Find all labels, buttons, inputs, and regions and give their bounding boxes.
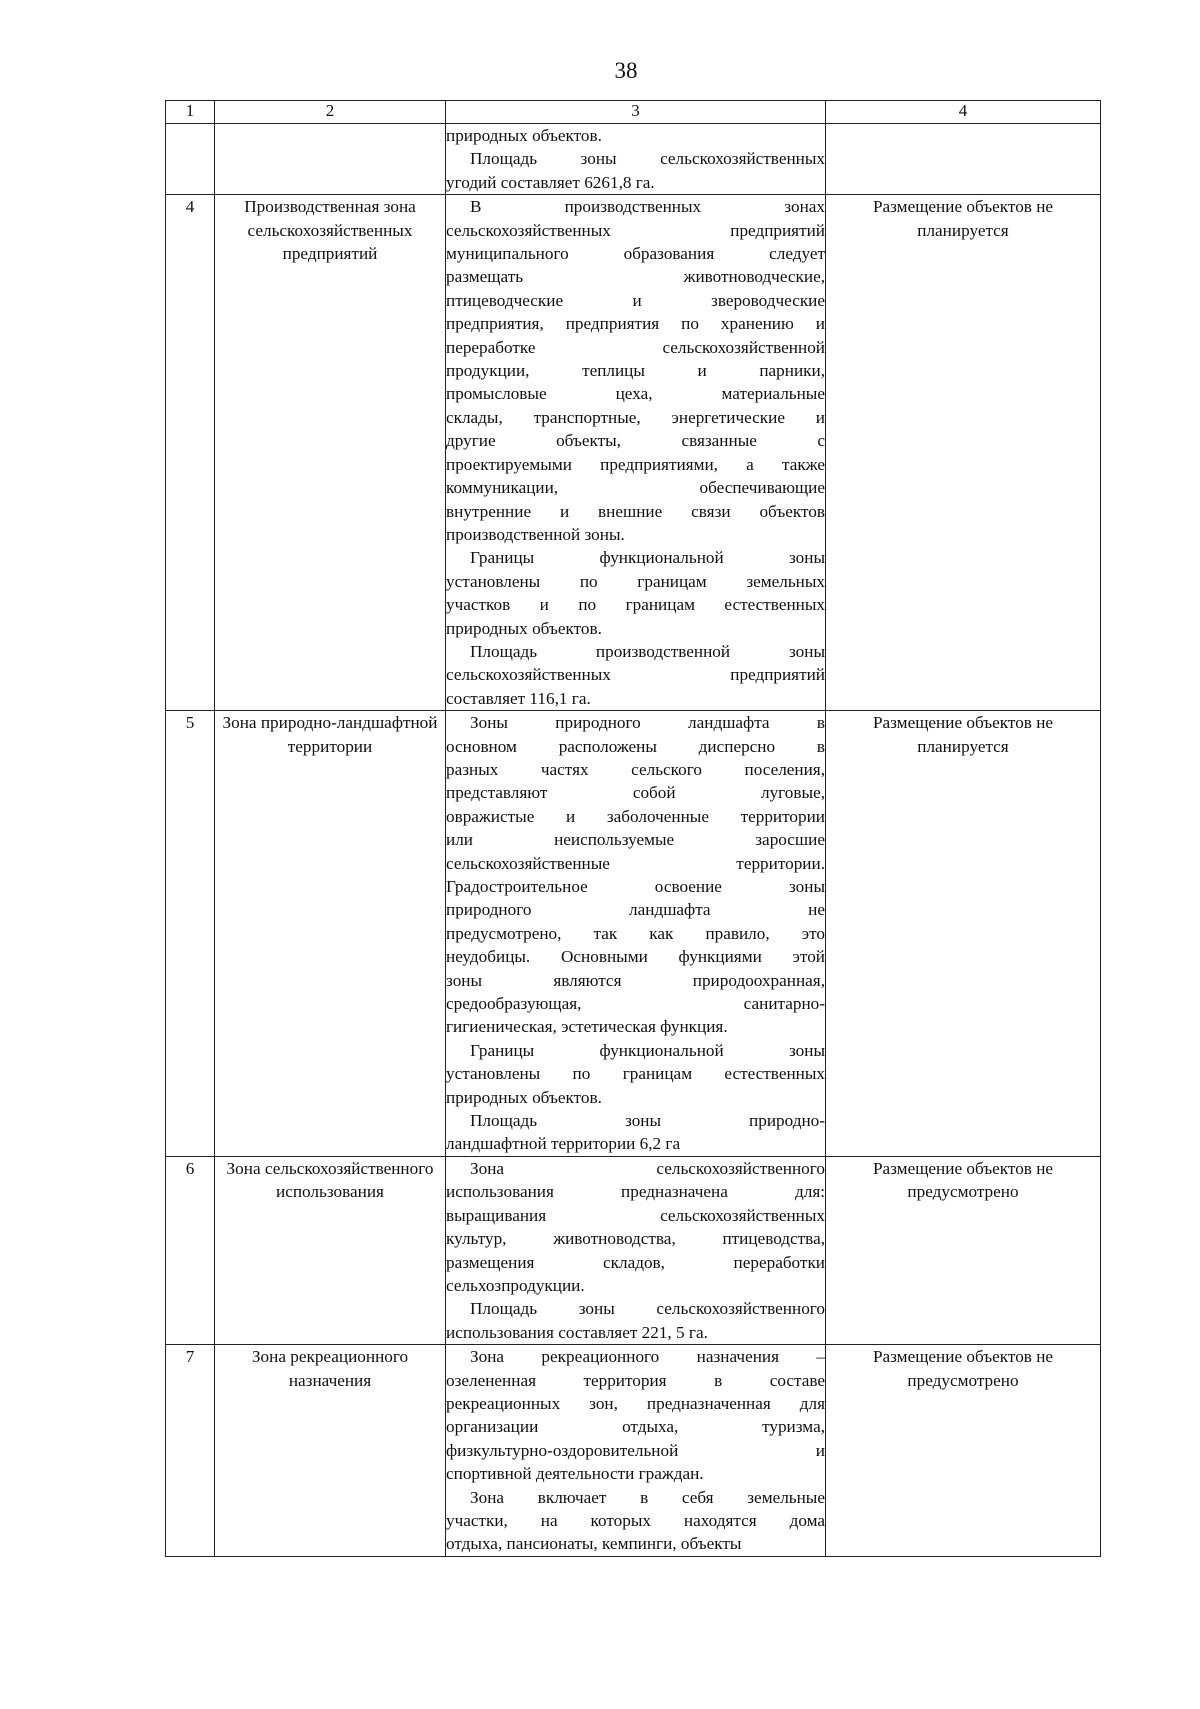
description-text: другие объекты, связанные с [446, 431, 825, 451]
description-line [446, 992, 825, 1015]
description-text: Зона рекреационного назначения – [470, 1347, 825, 1367]
description-line [446, 1015, 825, 1038]
zone-description [446, 1156, 826, 1344]
description-text: природных объектов. [446, 1087, 602, 1107]
description-text: природных объектов. [446, 618, 602, 638]
description-line [446, 1462, 825, 1485]
description-line [446, 898, 825, 921]
description-text: склады, транспортные, энергетические и [446, 407, 825, 427]
description-text: гигиеническая, эстетическая функция. [446, 1017, 728, 1037]
description-line [446, 1157, 825, 1180]
description-line [446, 1345, 825, 1368]
placement-plan: Размещение объектов не предусмотрено [826, 1345, 1101, 1557]
description-text: сельхозпродукции. [446, 1275, 585, 1295]
description-text: участков и по границам естественных [446, 595, 825, 615]
description-line [446, 1415, 825, 1438]
description-text: средообразующая, санитарно- [446, 994, 825, 1014]
description-line [446, 1274, 825, 1297]
description-line [446, 242, 825, 265]
description-text: размещения складов, переработки [446, 1252, 825, 1272]
description-text: установлены по границам земельных [446, 571, 825, 591]
description-line [446, 1180, 825, 1203]
page-number: 38 [614, 58, 638, 83]
description-line [446, 735, 825, 758]
zone-description [446, 711, 826, 1157]
zone-name: Зона рекреационного назначения [215, 1345, 446, 1557]
description-line [446, 382, 825, 405]
description-text: культур, животноводства, птицеводства, [446, 1229, 825, 1249]
description-text: внутренние и внешние связи объектов [446, 501, 825, 521]
row-number: 5 [166, 711, 215, 1157]
description-line [446, 593, 825, 616]
description-text: муниципального образования следует [446, 244, 825, 264]
description-line [446, 1392, 825, 1415]
header-col-4: 4 [826, 101, 1101, 124]
description-line [446, 1486, 825, 1509]
description-line [446, 711, 825, 734]
description-line [446, 1369, 825, 1392]
description-text: промысловые цеха, материальные [446, 384, 825, 404]
description-text: рекреационных зон, предназначенная для [446, 1393, 825, 1413]
zone-description [446, 124, 826, 195]
description-text: Градостроительное освоение зоны [446, 877, 825, 896]
description-text: или неиспользуемые заросшие [446, 830, 825, 850]
description-text: физкультурно-оздоровительной и [446, 1440, 825, 1460]
description-line [446, 336, 825, 359]
description-line [446, 1039, 825, 1062]
description-text: природного ландшафта не [446, 900, 825, 920]
description-text: ландшафтной территории 6,2 га [446, 1134, 681, 1154]
description-text: В производственных зонах [470, 197, 825, 217]
description-text: предприятия, предприятия по хранению и [446, 314, 825, 334]
description-text: Границы функциональной зоны [470, 548, 825, 568]
header-col-1: 1 [166, 101, 215, 124]
zone-name: Зона сельскохозяйственного использования [215, 1156, 446, 1344]
description-line [446, 453, 825, 476]
description-text: сельскохозяйственных предприятий [446, 665, 825, 685]
description-text: Площадь зоны природно- [470, 1111, 825, 1131]
description-text: спортивной деятельности граждан. [446, 1464, 704, 1484]
description-text: размещать животноводческие, [446, 267, 825, 287]
description-line [446, 805, 825, 828]
description-line [446, 1227, 825, 1250]
description-text: участки, на которых находятся дома [446, 1510, 825, 1530]
description-text: птицеводческие и звероводческие [446, 290, 825, 310]
description-text: природных объектов. [446, 126, 602, 145]
description-line [446, 312, 825, 335]
description-text: организации отдыха, туризма, [446, 1417, 825, 1437]
description-text: основном расположены дисперсно в [446, 736, 825, 756]
description-line [446, 852, 825, 875]
description-line [446, 1062, 825, 1085]
description-line [446, 1439, 825, 1462]
description-text: продукции, теплицы и парники, [446, 361, 825, 381]
description-line [446, 147, 825, 170]
description-line [446, 570, 825, 593]
description-text: Зоны природного ландшафта в [470, 713, 825, 733]
description-text: коммуникации, обеспечивающие [446, 478, 825, 498]
table-row [166, 711, 1101, 1157]
description-line [446, 476, 825, 499]
description-line [446, 922, 825, 945]
description-line [446, 171, 825, 194]
description-text: установлены по границам естественных [446, 1064, 825, 1084]
table-row [166, 1345, 1101, 1557]
table-row [166, 195, 1101, 711]
description-line [446, 1532, 825, 1555]
description-line [446, 828, 825, 851]
description-text: составляет 116,1 га. [446, 688, 591, 708]
description-text: переработке сельскохозяйственной [446, 337, 825, 357]
placement-plan [826, 124, 1101, 195]
description-text: озелененная территория в составе [446, 1370, 825, 1390]
description-line [446, 1297, 825, 1320]
description-text: использования составляет 221, 5 га. [446, 1322, 708, 1342]
description-text: Зона включает в себя земельные [470, 1487, 825, 1507]
description-line [446, 1204, 825, 1227]
description-text: сельскохозяйственных предприятий [446, 220, 825, 240]
row-number: 7 [166, 1345, 215, 1557]
description-text: производственной зоны. [446, 524, 625, 544]
description-text: Зона сельскохозяйственного [470, 1158, 825, 1178]
zone-name: Производственная зона сельскохозяйственных предприятий [215, 195, 446, 711]
description-line [446, 523, 825, 546]
description-line [446, 969, 825, 992]
description-line [446, 219, 825, 242]
row-number: 4 [166, 195, 215, 711]
description-line [446, 781, 825, 804]
description-line [446, 124, 825, 147]
row-number: 6 [166, 1156, 215, 1344]
description-line [446, 195, 825, 218]
zone-description [446, 195, 826, 711]
placement-plan: Размещение объектов не предусмотрено [826, 1156, 1101, 1344]
description-line [446, 1251, 825, 1274]
table-header-row [166, 101, 1101, 124]
description-text: зоны являются природоохранная, [446, 970, 825, 990]
description-text: угодий составляет 6261,8 га. [446, 172, 655, 192]
description-text: овражистые и заболоченные территории [446, 806, 825, 826]
placement-plan: Размещение объектов не планируется [826, 195, 1101, 711]
description-text: неудобицы. Основными функциями этой [446, 947, 825, 967]
description-line [446, 359, 825, 382]
description-text: разных частях сельского поселения, [446, 759, 825, 779]
description-line [446, 945, 825, 968]
description-line [446, 429, 825, 452]
zone-name: Зона природно-ландшафтной территории [215, 711, 446, 1157]
description-text: Площадь производственной зоны [470, 641, 825, 661]
description-line [446, 687, 825, 710]
description-line [446, 1109, 825, 1132]
description-line [446, 500, 825, 523]
row-number [166, 124, 215, 195]
description-line [446, 1132, 825, 1155]
description-line [446, 1086, 825, 1109]
description-line [446, 663, 825, 686]
table-row [166, 1156, 1101, 1344]
description-line [446, 640, 825, 663]
zone-name [215, 124, 446, 195]
description-line [446, 265, 825, 288]
description-text: использования предназначена для: [446, 1182, 825, 1202]
header-col-3: 3 [446, 101, 826, 124]
description-line [446, 758, 825, 781]
description-text: представляют собой луговые, [446, 783, 825, 803]
description-text: выращивания сельскохозяйственных [446, 1205, 825, 1225]
table-row [166, 124, 1101, 195]
description-line [446, 1509, 825, 1532]
description-text: проектируемыми предприятиями, а также [446, 454, 825, 474]
description-text: Площадь зоны сельскохозяйственного [470, 1299, 825, 1319]
zone-description [446, 1345, 826, 1557]
zones-table [165, 100, 1101, 1557]
header-col-2: 2 [215, 101, 446, 124]
description-text: отдыха, пансионаты, кемпинги, объекты [446, 1534, 742, 1554]
description-text: предусмотрено, так как правило, это [446, 923, 825, 943]
description-line [446, 546, 825, 569]
description-line [446, 406, 825, 429]
description-line [446, 1321, 825, 1344]
description-text: Границы функциональной зоны [470, 1040, 825, 1060]
description-text: Площадь зоны сельскохозяйственных [470, 149, 825, 169]
description-line [446, 875, 825, 898]
description-line [446, 289, 825, 312]
description-text: сельскохозяйственные территории. [446, 853, 825, 873]
placement-plan: Размещение объектов не планируется [826, 711, 1101, 1157]
description-line [446, 617, 825, 640]
